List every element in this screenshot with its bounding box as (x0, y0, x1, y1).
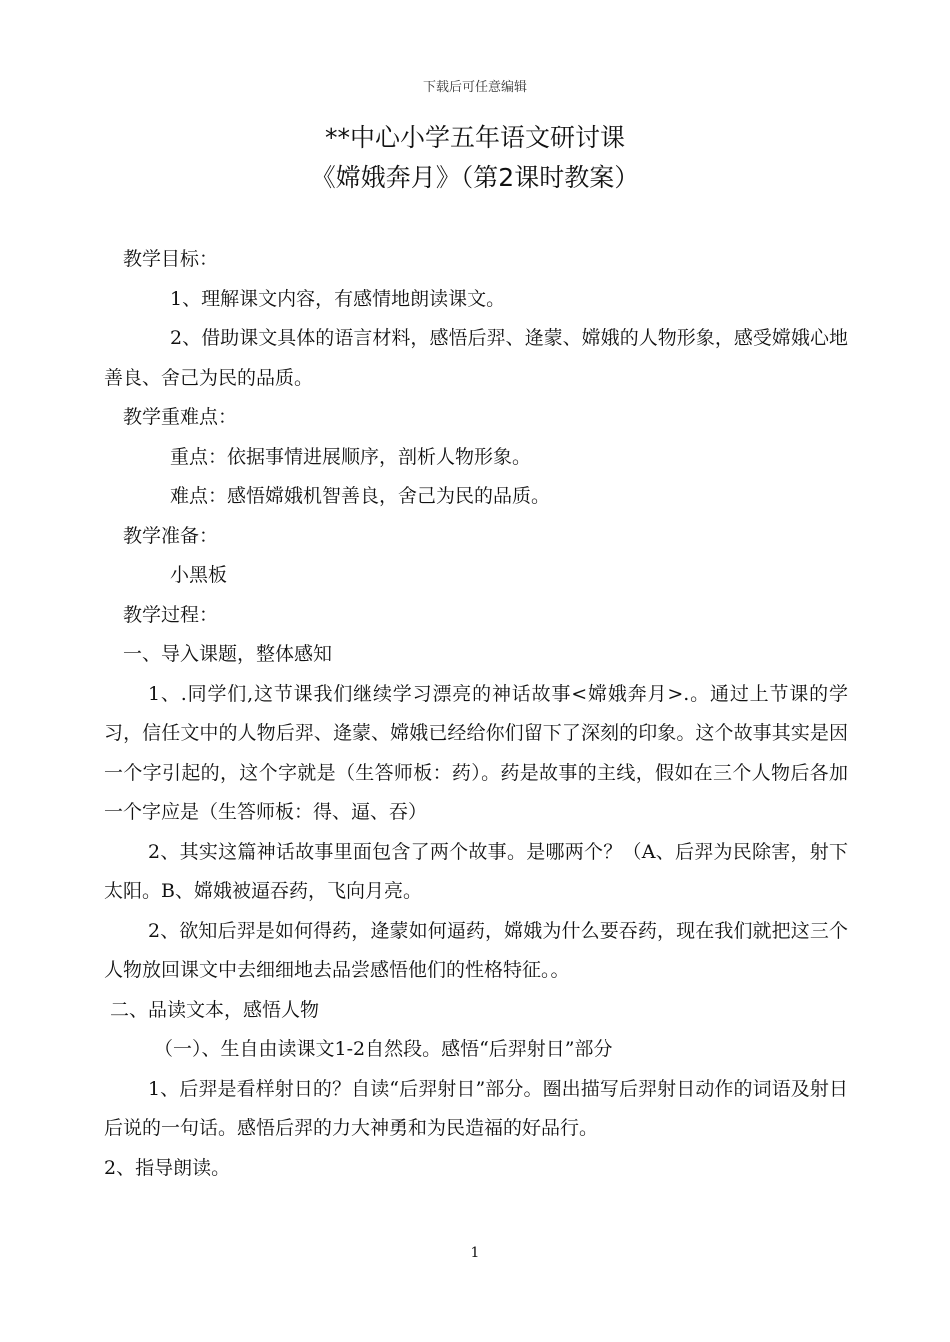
subsection-heading: （一）、生自由读课文1-2自然段。感悟“后羿射日”部分 (154, 1038, 613, 1060)
section-heading-2: 二、品读文本，感悟人物 (110, 998, 320, 1021)
heading-key-points: 教学重难点： (123, 406, 238, 428)
page-number: 1 (470, 1245, 480, 1261)
goal-item-1: 1、理解课文内容，有感情地朗读课文。 (170, 287, 506, 310)
process-paragraph: 2、指导朗读。 (104, 1156, 231, 1179)
key-point: 重点：依据事情进展顺序，剖析人物形象。 (170, 445, 532, 468)
document-title: **中心小学五年语文研讨课 (324, 123, 625, 152)
preparation-item: 小黑板 (170, 564, 228, 586)
goal-item-2: 2、借助课文具体的语言材料，感悟后羿、逄蒙、嫦娥的人物形象，感受嫦娥心地善良、舍己为民的品质。 (104, 327, 848, 389)
difficult-point: 难点：感悟嫦娥机智善良，舍己为民的品质。 (170, 485, 551, 507)
process-paragraph: 2、欲知后羿是如何得药，逄蒙如何逼药，嫦娥为什么要吞药，现在我们就把这三个人物放回课文中去细细地去品尝感悟他们的性格特征。。 (104, 919, 848, 981)
process-paragraph: 1、后羿是看样射日的？自读“后羿射日”部分。圈出描写后羿射日动作的词语及射日后说的一句话。感悟后羿的力大神勇和为民造福的好品行。 (104, 1077, 848, 1139)
document-subtitle: 《嫦娥奔月》（第2课时教案） (310, 163, 640, 192)
header-note: 下载后可任意编辑 (422, 80, 527, 95)
process-paragraph: 2、其实这篇神话故事里面包含了两个故事。是哪两个？（A、后羿为民除害，射下太阳。B、嫦娥被逼吞药，飞向月亮。 (104, 840, 848, 902)
section-heading-1: 一、导入课题，整体感知 (123, 643, 333, 665)
heading-process: 教学过程： (123, 603, 219, 626)
heading-preparation: 教学准备： (123, 524, 219, 547)
heading-teaching-goals: 教学目标： (123, 248, 219, 270)
process-paragraph: 1、.同学们,这节课我们继续学习漂亮的神话故事<嫦娥奔月>.。通过上节课的学习，信任文中的人物后羿、逄蒙、嫦娥已经给你们留下了深刻的印象。这个故事其实是因一个字引起的，这个字就是（生答师板：药）。药是故事的主线，假如在三个人物后各加一个字应是（生答师板：得、逼、吞） (104, 682, 848, 823)
document-body (104, 240, 848, 1188)
